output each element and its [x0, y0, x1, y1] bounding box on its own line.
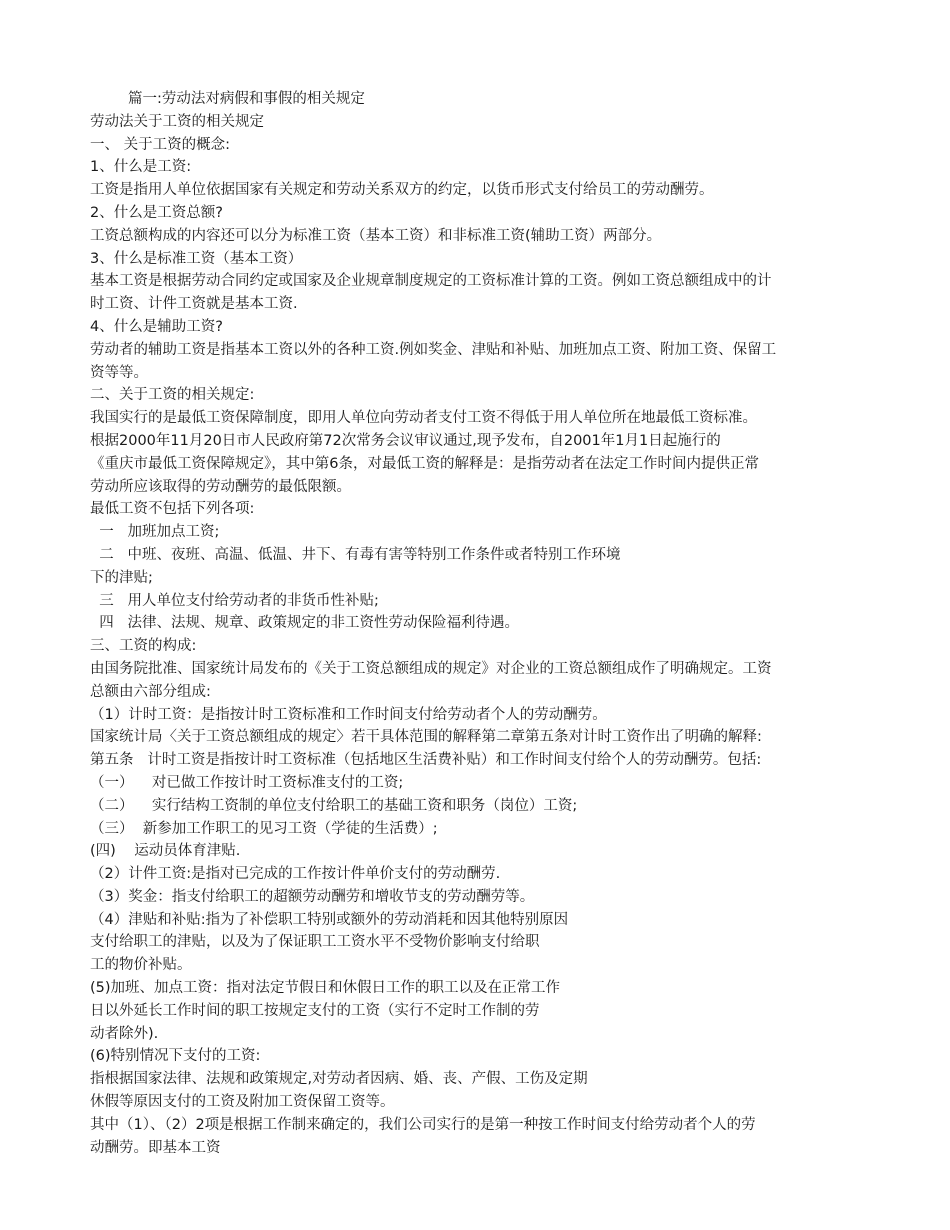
- paragraph-line: 劳动者的辅助工资是指基本工资以外的各种工资.例如奖金、津贴和补贴、加班加点工资、附加工资、保留工: [90, 341, 777, 358]
- paragraph-line: 工资总额构成的内容还可以分为标准工资（基本工资）和非标准工资(辅助工资）两部分。: [90, 227, 662, 244]
- paragraph-line: 基本工资是根据劳动合同约定或国家及企业规章制度规定的工资标准计算的工资。例如工资总额组成中的计: [90, 273, 772, 290]
- document-body: [90, 88, 870, 1159]
- paragraph-line: 最低工资不包括下列各项:: [90, 501, 255, 518]
- paragraph-line: 支付给职工的津贴，以及为了保证职工工资水平不受物价影响支付给职: [90, 934, 540, 951]
- paragraph-line: 其中（1）、（2）2项是根据工作制来确定的，我们公司实行的是第一种按工作时间支付给劳动者个人的劳: [90, 1116, 756, 1133]
- section-heading: 三、工资的构成:: [90, 638, 197, 655]
- paragraph-line: 休假等原因支付的工资及附加工资保留工资等。: [90, 1094, 395, 1111]
- list-item: (5)加班、加点工资：指对法定节假日和休假日工作的职工以及在正常工作: [90, 980, 561, 997]
- paragraph-line: 我国实行的是最低工资保障制度，即用人单位向劳动者支付工资不得低于用人单位所在地最低工资标准。: [90, 410, 757, 427]
- question-heading: 1、什么是工资:: [90, 159, 192, 176]
- paragraph-line: 指根据国家法律、法规和政策规定,对劳动者因病、婚、丧、产假、工伤及定期: [90, 1071, 588, 1088]
- paragraph-line: 根据2000年11月20日市人民政府第72次常务会议审议通过,现予发布，自2001年1月1日起施行的: [90, 432, 721, 449]
- section-heading: 二、关于工资的相关规定:: [90, 387, 255, 404]
- list-item: （2）计件工资:是指对已完成的工作按计件单价支付的劳动酬劳.: [90, 866, 501, 883]
- section-heading: 一、 关于工资的概念:: [90, 136, 230, 153]
- paragraph-line: 第五条 计时工资是指按计时工资标准（包括地区生活费补贴）和工作时间支付给个人的劳动酬劳。包括:: [90, 752, 762, 769]
- section-heading: 劳动法关于工资的相关规定: [90, 113, 264, 130]
- paragraph-line: 时工资、计件工资就是基本工资.: [90, 296, 298, 313]
- paragraph-line: 工的物价补贴。: [90, 957, 192, 974]
- paragraph-line: 动者除外).: [90, 1025, 159, 1042]
- paragraph-line: 资等等。: [90, 364, 148, 381]
- list-item: （1）计时工资：是指按计时工资标准和工作时间支付给劳动者个人的劳动酬劳。: [90, 706, 607, 723]
- list-item: 二 中班、夜班、高温、低温、井下、有毒有害等特别工作条件或者特别工作环境: [90, 546, 621, 563]
- paragraph-line: 日以外延长工作时间的职工按规定支付的工资（实行不定时工作制的劳: [90, 1002, 540, 1019]
- paragraph-line: 劳动所应该取得的劳动酬劳的最低限额。: [90, 478, 351, 495]
- paragraph-line: 动酬劳。即基本工资: [90, 1139, 221, 1156]
- document-title: 篇一:劳动法对病假和事假的相关规定: [128, 91, 365, 107]
- list-item: （3）奖金：指支付给职工的超额劳动酬劳和增收节支的劳动酬劳等。: [90, 888, 535, 905]
- paragraph-line: 下的津贴;: [90, 569, 153, 586]
- list-item: （一） 对已做工作按计时工资标准支付的工资;: [90, 774, 404, 791]
- list-item: （三） 新参加工作职工的见习工资（学徒的生活费）;: [90, 820, 438, 837]
- list-item: 三 用人单位支付给劳动者的非货币性补贴;: [90, 592, 379, 609]
- paragraph-line: 国家统计局〈关于工资总额组成的规定〉若干具体范围的解释第二章第五条对计时工资作出了明确的解释:: [90, 729, 762, 746]
- list-item: (6)特别情况下支付的工资:: [90, 1048, 261, 1065]
- list-item: 四 法律、法规、规章、政策规定的非工资性劳动保险福利待遇。: [90, 615, 520, 632]
- question-heading: 3、什么是标准工资（基本工资）: [90, 250, 303, 267]
- question-heading: 2、什么是工资总额?: [90, 204, 223, 221]
- list-item: (四) 运动员体育津贴.: [90, 843, 241, 860]
- paragraph-line: 由国务院批准、国家统计局发布的《关于工资总额组成的规定》对企业的工资总额组成作了明确规定。工资: [90, 660, 772, 677]
- paragraph-line: 《重庆市最低工资保障规定》，其中第6条，对最低工资的解释是：是指劳动者在法定工作时间内提供正常: [90, 455, 759, 472]
- list-item: （4）津贴和补贴:指为了补偿职工特别或额外的劳动消耗和因其他特别原因: [90, 911, 569, 928]
- list-item: 一 加班加点工资;: [90, 524, 220, 541]
- paragraph-line: 总额由六部分组成:: [90, 683, 211, 700]
- question-heading: 4、什么是辅助工资?: [90, 318, 223, 335]
- list-item: （二） 实行结构工资制的单位支付给职工的基础工资和职务（岗位）工资;: [90, 797, 578, 814]
- paragraph-line: 工资是指用人单位依据国家有关规定和劳动关系双方的约定，以货币形式支付给员工的劳动酬劳。: [90, 182, 714, 199]
